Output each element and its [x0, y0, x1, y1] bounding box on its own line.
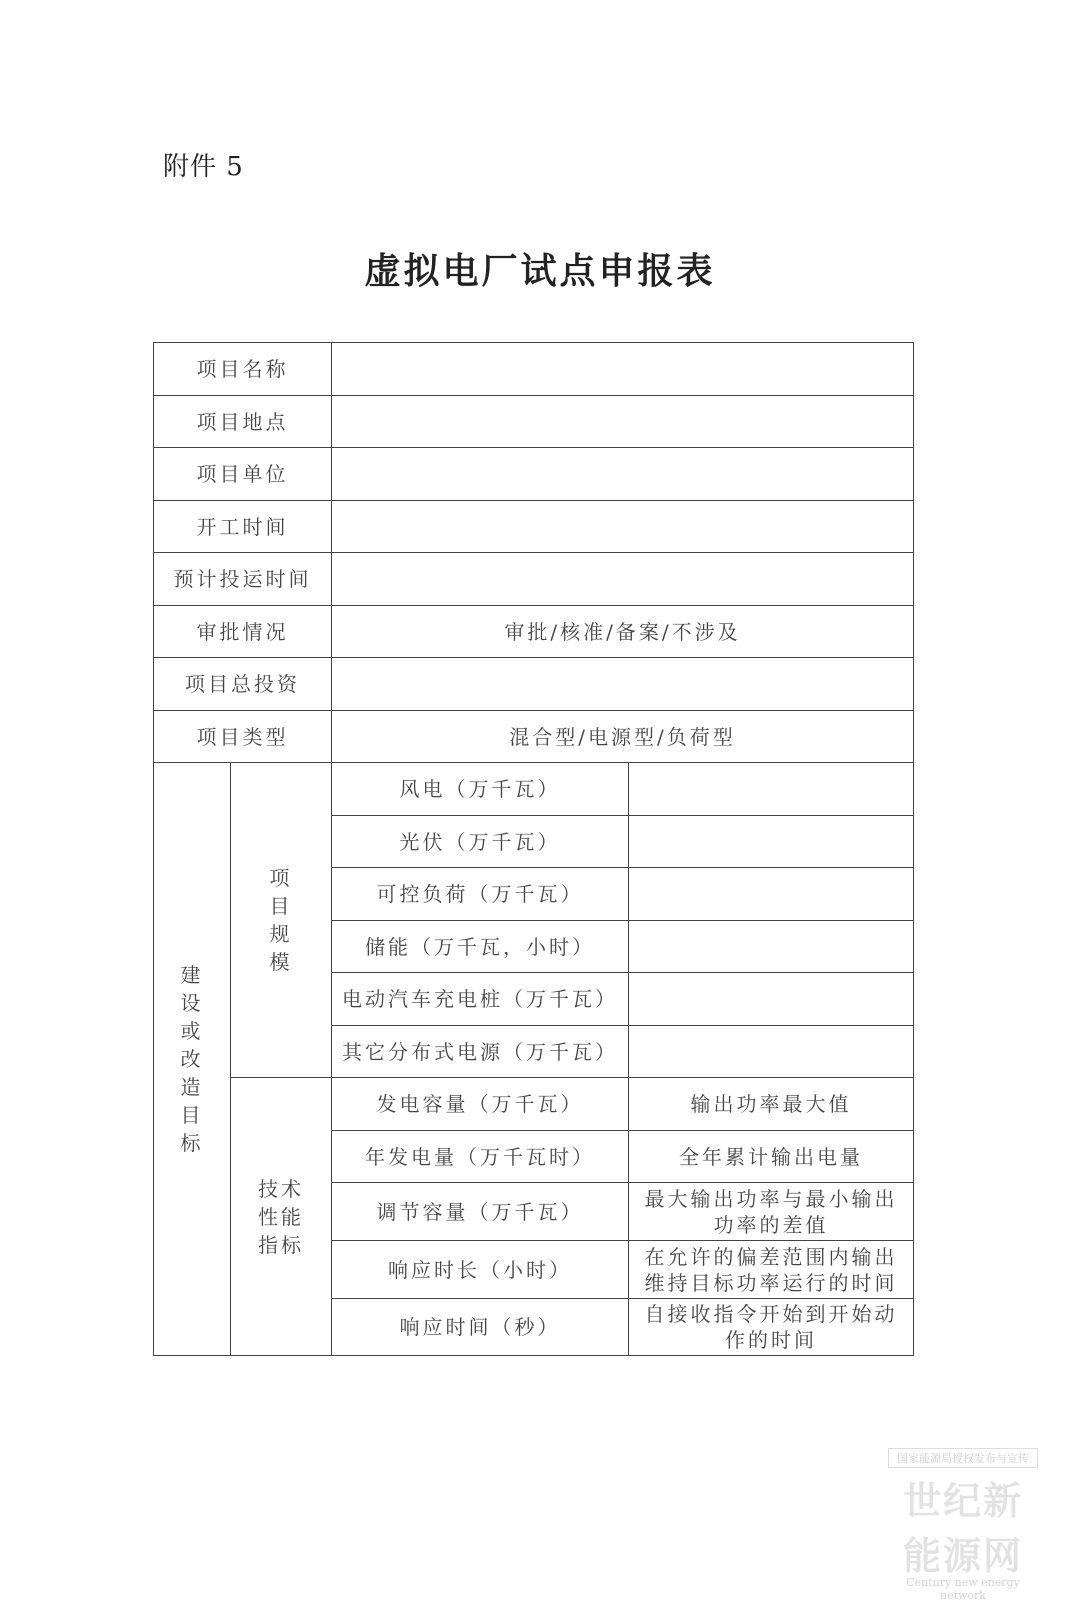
scale-item-value-ev-charger[interactable] — [629, 973, 914, 1026]
form-row — [154, 606, 914, 658]
tech-item-note: 输出功率最大值 — [629, 1078, 914, 1131]
field-value-approval-status[interactable]: 审批/核准/备案/不涉及 — [332, 606, 914, 658]
watermark — [888, 1448, 1038, 1602]
tech-item-note: 自接收指令开始到开始动作的时间 — [629, 1299, 914, 1356]
tech-item-label: 响应时长（小时） — [332, 1241, 629, 1299]
scale-item-value-other-distributed[interactable] — [629, 1026, 914, 1078]
scale-item-label: 可控负荷（万千瓦） — [332, 868, 629, 921]
form-row — [154, 553, 914, 606]
page-title: 虚拟电厂试点申报表 — [364, 251, 716, 292]
field-label: 审批情况 — [154, 606, 332, 658]
group-label-tech-performance: 技术性能指标 — [231, 1078, 332, 1356]
tech-item-label: 响应时间（秒） — [332, 1299, 629, 1356]
watermark-english: Century new energy network — [906, 1576, 1020, 1602]
field-value-project-type[interactable]: 混合型/电源型/负荷型 — [332, 711, 914, 763]
scale-item-label: 光伏（万千瓦） — [332, 816, 629, 868]
tech-item-note: 全年累计输出电量 — [629, 1131, 914, 1183]
form-row — [154, 396, 914, 448]
scale-item-label: 风电（万千瓦） — [332, 763, 629, 816]
scale-item-value-storage[interactable] — [629, 921, 914, 973]
scale-item-value-pv[interactable] — [629, 816, 914, 868]
field-label: 项目总投资 — [154, 658, 332, 711]
field-label: 项目类型 — [154, 711, 332, 763]
scale-item-label: 其它分布式电源（万千瓦） — [332, 1026, 629, 1078]
tech-item-note: 在允许的偏差范围内输出维持目标功率运行的时间 — [629, 1241, 914, 1299]
scale-item-label: 电动汽车充电桩（万千瓦） — [332, 973, 629, 1026]
watermark-tagline: 国家能源局授权发布与宣传 — [888, 1448, 1038, 1468]
field-value-project-unit[interactable] — [332, 448, 914, 501]
tech-item-note: 最大输出功率与最小输出功率的差值 — [629, 1183, 914, 1241]
form-row — [154, 343, 914, 396]
field-value-project-location[interactable] — [332, 396, 914, 448]
scale-item-value-wind[interactable] — [629, 763, 914, 816]
field-value-start-time[interactable] — [332, 501, 914, 553]
field-value-expected-operation-time[interactable] — [332, 553, 914, 606]
tech-row — [154, 1078, 914, 1131]
section-label-construction-target: 建设或改造目标 — [154, 763, 231, 1356]
field-label: 项目单位 — [154, 448, 332, 501]
scale-item-label: 储能（万千瓦，小时） — [332, 921, 629, 973]
field-value-project-name[interactable] — [332, 343, 914, 396]
form-row — [154, 658, 914, 711]
field-label: 项目名称 — [154, 343, 332, 396]
application-form-table — [153, 342, 914, 1356]
field-value-total-investment[interactable] — [332, 658, 914, 711]
form-row — [154, 501, 914, 553]
scale-item-value-controllable-load[interactable] — [629, 868, 914, 921]
scale-row — [154, 763, 914, 816]
group-label-project-scale: 项目规模 — [231, 763, 332, 1078]
watermark-logo-text: 世纪新能源网 — [902, 1479, 1023, 1578]
tech-item-label: 年发电量（万千瓦时） — [332, 1131, 629, 1183]
tech-item-label: 发电容量（万千瓦） — [332, 1078, 629, 1131]
form-row — [154, 711, 914, 763]
field-label: 预计投运时间 — [154, 553, 332, 606]
form-row — [154, 448, 914, 501]
tech-item-label: 调节容量（万千瓦） — [332, 1183, 629, 1241]
field-label: 项目地点 — [154, 396, 332, 448]
attachment-label: 附件 5 — [163, 152, 244, 182]
field-label: 开工时间 — [154, 501, 332, 553]
